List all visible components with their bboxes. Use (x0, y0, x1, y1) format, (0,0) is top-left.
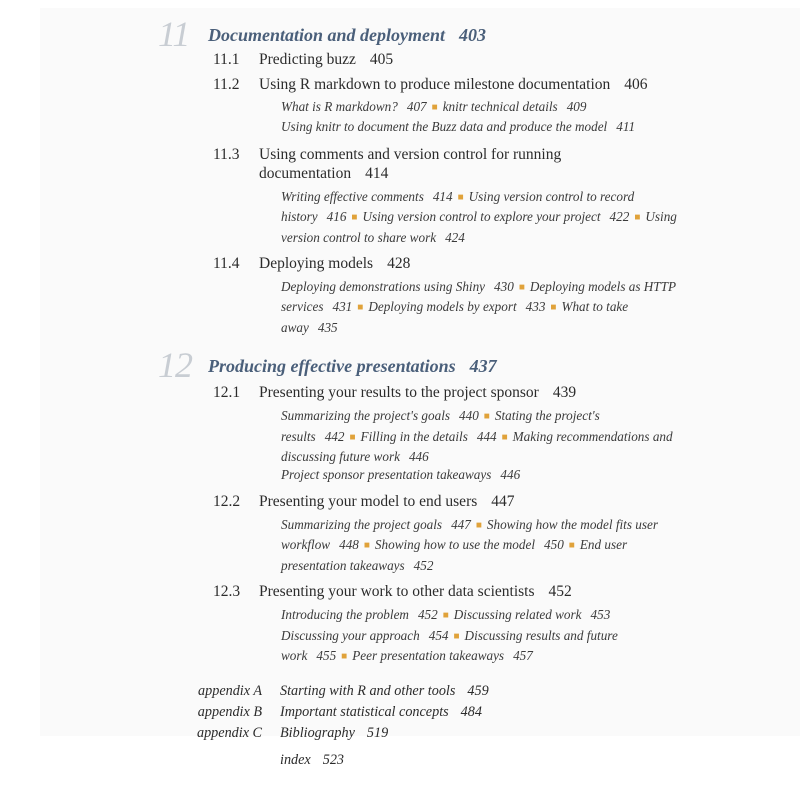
appendix-entry[interactable] (40, 681, 800, 702)
subsection-page: 455 (316, 647, 337, 663)
chapter-page: 437 (469, 356, 497, 377)
subsection-title[interactable]: Using version control to share work (281, 209, 677, 245)
subsection-page: 447 (451, 516, 471, 532)
section-title: Deploying models (259, 255, 374, 273)
subsection-title[interactable]: Summarizing the project's goals (281, 408, 451, 424)
chapter-page: 403 (459, 25, 487, 45)
subsection-title[interactable]: Using knitr to document the Buzz data and produce the model (281, 119, 608, 135)
subsection-list (281, 278, 681, 337)
subsection-page: 457 (513, 647, 533, 663)
subsection-page: 407 (406, 99, 427, 114)
subsection-page: 452 (417, 607, 438, 623)
subsection-title[interactable]: Deploying models as HTTP services (281, 279, 676, 315)
section-entry[interactable] (213, 75, 800, 94)
section-number: 11.2 (213, 76, 240, 93)
section-entry[interactable] (213, 50, 800, 69)
subsection-title[interactable]: End user presentation takeaways (281, 537, 628, 573)
bullet-separator: ■ (457, 191, 464, 203)
section-title: Predicting buzz (259, 51, 356, 68)
bullet-separator: ■ (341, 650, 348, 662)
subsection-title[interactable]: Project sponsor presentation takeaways (281, 467, 492, 483)
section-title: Presenting your work to other data scientists (259, 583, 535, 601)
subsection-list (281, 188, 681, 247)
bullet-separator: ■ (501, 431, 508, 443)
section-number: 12.3 (213, 583, 241, 601)
section-title: Using comments and version control for running documentation (259, 145, 562, 182)
subsection-page: 414 (432, 188, 453, 204)
appendix-page: 459 (467, 683, 489, 700)
subsection-title[interactable]: Discussing results and future work (281, 627, 618, 663)
bullet-separator: ■ (349, 431, 356, 443)
subsection-page: 448 (339, 537, 359, 553)
subsection-page: 433 (525, 299, 546, 315)
subsection-page: 450 (544, 537, 564, 553)
section-page: 452 (548, 583, 572, 601)
appendix-entry[interactable] (40, 723, 800, 744)
appendix-label: appendix A (198, 683, 262, 700)
section-entry[interactable] (213, 254, 800, 273)
chapter-title[interactable] (208, 25, 486, 45)
appendix-page: 484 (460, 704, 482, 721)
subsection-page: 431 (332, 299, 353, 315)
index-entry[interactable] (40, 750, 800, 771)
subsection-title[interactable]: Using version control to record history (281, 188, 635, 225)
appendix-title: Bibliography (280, 725, 355, 742)
subsection-title[interactable]: Discussing your approach (281, 627, 420, 643)
section-page: 428 (387, 255, 411, 273)
section-page: 414 (365, 164, 389, 182)
section-number: 12.2 (213, 492, 241, 510)
bullet-separator: ■ (363, 540, 370, 552)
section-title: Presenting your results to the project sponsor (259, 384, 539, 402)
section-entry[interactable] (213, 582, 800, 601)
subsection-title[interactable]: Summarizing the project goals (281, 516, 443, 532)
index-title: index (280, 752, 311, 769)
subsection-list (281, 407, 681, 485)
section-number: 12.1 (213, 384, 241, 402)
section-entry[interactable] (213, 492, 800, 511)
subsection-title[interactable]: Showing how to use the model (374, 537, 535, 553)
toc-page (40, 8, 800, 769)
subsection-page: 409 (566, 99, 587, 114)
section-number: 11.4 (213, 255, 240, 273)
appendix-list (40, 681, 800, 771)
appendix-title: Important statistical concepts (280, 704, 449, 721)
chapter-title-text: Producing effective presentations (208, 356, 456, 377)
subsection-list (281, 516, 681, 575)
bullet-separator: ■ (475, 519, 482, 531)
bullet-separator: ■ (518, 282, 525, 294)
appendix-title: Starting with R and other tools (280, 683, 456, 700)
subsection-title[interactable]: Deploying demonstrations using Shiny (281, 279, 486, 295)
subsection-page: 440 (459, 408, 479, 424)
index-label (40, 750, 262, 771)
section-title: Presenting your model to end users (259, 492, 478, 510)
chapter-title-text: Documentation and deployment (208, 25, 446, 45)
section-page: 406 (624, 76, 648, 93)
section-page: 439 (552, 384, 577, 402)
bullet-separator: ■ (550, 302, 557, 314)
section-entry[interactable] (213, 383, 800, 402)
subsection-title[interactable]: Writing effective comments (281, 188, 424, 204)
subsection-title[interactable]: Filling in the details (360, 428, 468, 444)
subsection-title[interactable]: Peer presentation takeaways (352, 647, 505, 663)
subsection-page: 411 (616, 119, 636, 135)
subsection-list (281, 98, 681, 137)
section-page: 405 (369, 51, 394, 68)
subsection-title[interactable]: Showing how the model fits user workflow (281, 516, 658, 553)
section-page: 447 (491, 492, 515, 510)
subsection-page: 446 (500, 467, 521, 483)
subsection-title[interactable]: Discussing related work (453, 607, 582, 623)
subsection-page: 416 (326, 209, 347, 225)
subsection-page: 424 (445, 229, 465, 245)
subsection-page: 454 (428, 627, 449, 643)
subsection-list (281, 606, 681, 667)
subsection-title[interactable]: What to take away (281, 299, 629, 335)
subsection-page: 453 (590, 607, 611, 623)
subsection-title[interactable]: knitr technical details (442, 99, 558, 114)
section-number: 11.3 (213, 145, 240, 163)
bullet-separator: ■ (431, 102, 438, 113)
subsection-title[interactable]: Using version control to explore your project (362, 209, 601, 225)
subsection-page: 430 (494, 279, 514, 295)
bullet-separator: ■ (483, 411, 490, 423)
bullet-separator: ■ (453, 630, 460, 642)
bullet-separator: ■ (357, 302, 364, 314)
subsection-page: 446 (408, 449, 429, 465)
subsection-page: 422 (609, 209, 630, 225)
subsection-page: 435 (317, 319, 338, 335)
bullet-separator: ■ (568, 540, 575, 552)
appendix-label: appendix B (197, 704, 262, 721)
subsection-title[interactable]: Making recommendations and discussing future work (281, 428, 673, 465)
chapter-number: 11 (158, 14, 190, 54)
subsection-page: 452 (413, 557, 434, 573)
chapter-heading (40, 14, 800, 54)
subsection-page: 444 (476, 428, 497, 444)
appendix-entry[interactable] (40, 702, 800, 723)
bullet-separator: ■ (442, 610, 449, 622)
section-number: 11.1 (213, 51, 240, 68)
subsection-title[interactable]: Deploying models by export (368, 299, 517, 315)
subsection-title[interactable]: Stating the project's results (281, 408, 600, 444)
index-page: 523 (322, 752, 345, 769)
section-entry[interactable] (213, 145, 800, 183)
subsection-title[interactable]: What is R markdown? (281, 99, 398, 114)
appendix-label: appendix C (196, 725, 262, 742)
chapter-heading (40, 345, 800, 386)
subsection-page: 442 (324, 428, 345, 444)
chapter-number: 12 (158, 345, 192, 386)
appendix-page: 519 (366, 725, 389, 742)
bullet-separator: ■ (634, 212, 641, 224)
chapter-title[interactable] (208, 356, 497, 376)
bullet-separator: ■ (351, 212, 358, 224)
subsection-title[interactable]: Introducing the problem (281, 607, 409, 623)
section-title: Using R markdown to produce milestone documentation (259, 76, 611, 93)
